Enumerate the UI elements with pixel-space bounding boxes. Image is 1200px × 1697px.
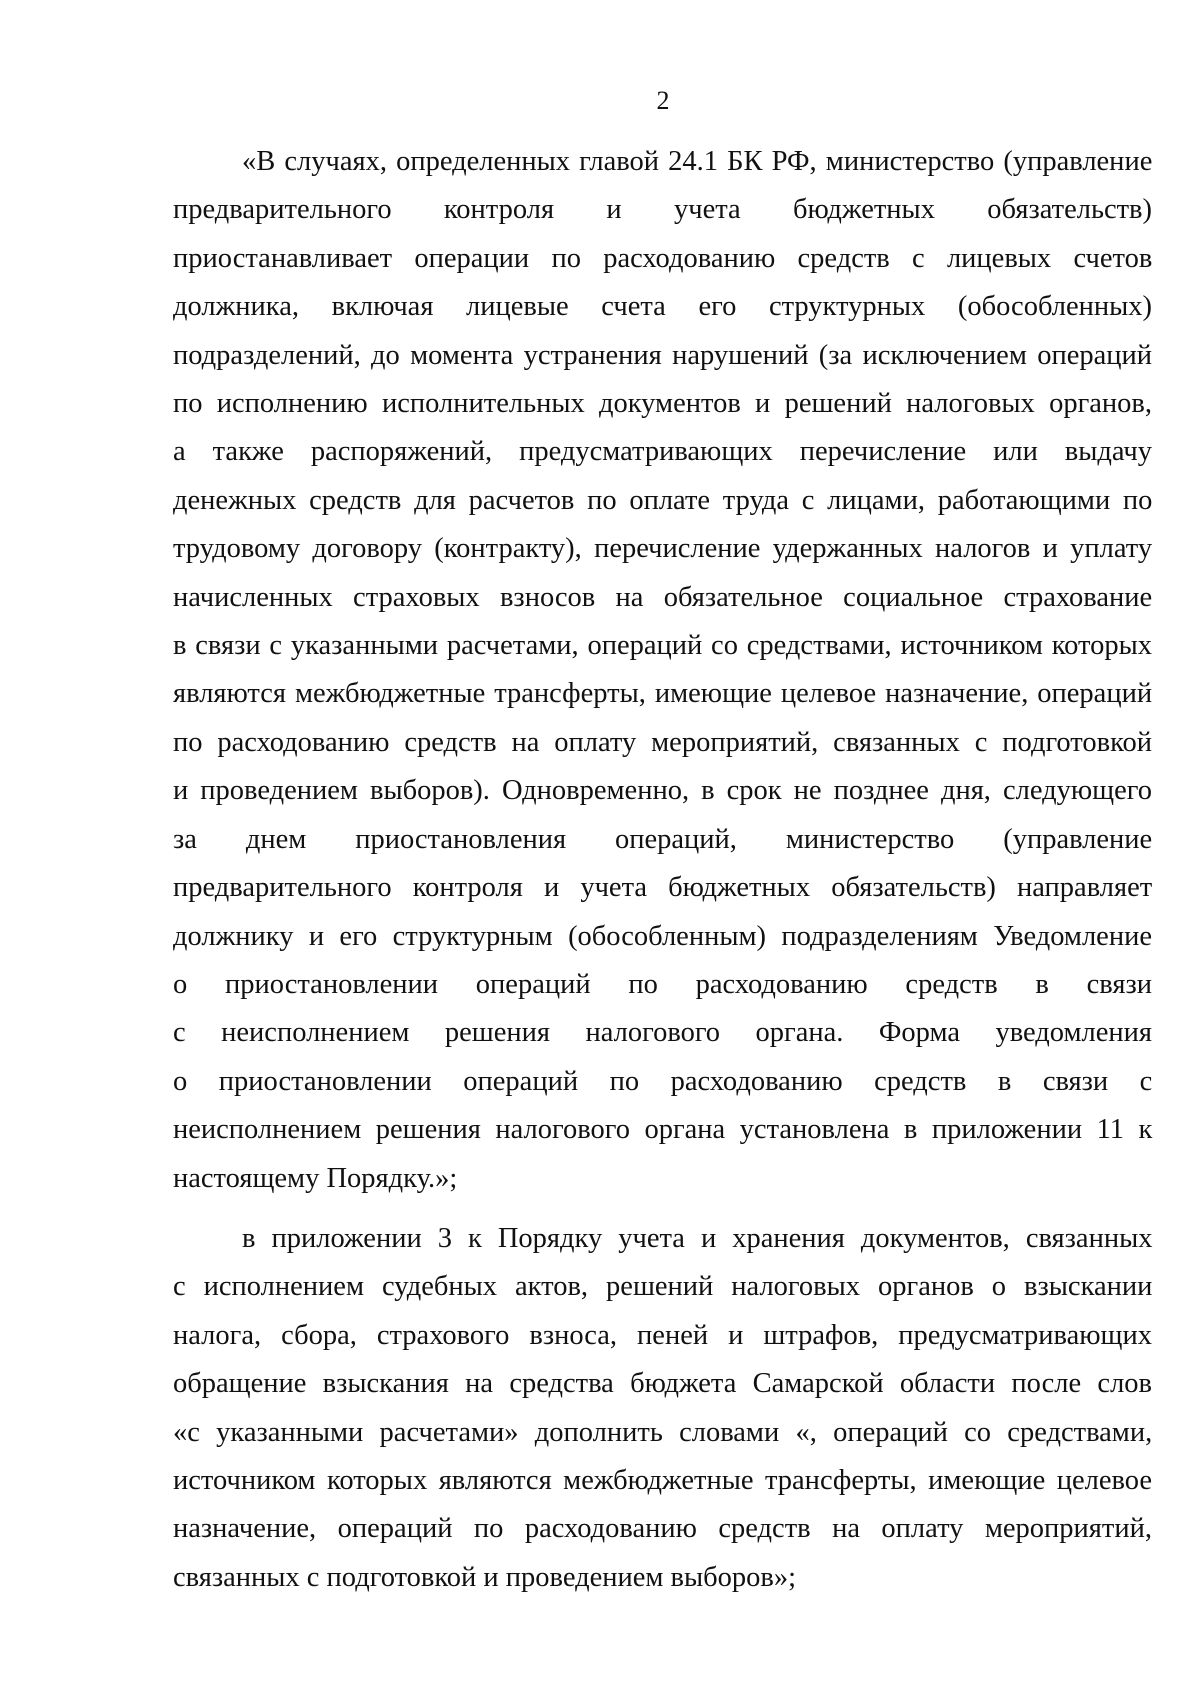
text-line: обращение взыскания на средства бюджета Самарской области после слов <box>173 1368 1152 1400</box>
text-line: а также распоряжений, предусматривающих перечисление или выдачу <box>173 436 1152 468</box>
text-line: настоящему Порядку.»; <box>173 1162 458 1194</box>
text-line: по расходованию средств на оплату мероприятий, связанных с подготовкой <box>173 726 1152 758</box>
text-line: начисленных страховых взносов на обязательное социальное страхование <box>173 581 1153 613</box>
text-line: назначение, операций по расходованию средств на оплату мероприятий, <box>173 1513 1152 1545</box>
text-line: предварительного контроля и учета бюджетных обязательств) направляет <box>173 872 1153 904</box>
text-line: являются межбюджетные трансферты, имеющие целевое назначение, операций <box>173 678 1153 710</box>
text-line: денежных средств для расчетов по оплате труда с лицами, работающими по <box>173 484 1153 516</box>
text-line: о приостановлении операций по расходованию средств в связи <box>173 968 1152 1000</box>
text-line: с исполнением судебных актов, решений налоговых органов о взыскании <box>173 1271 1153 1303</box>
text-line: по исполнению исполнительных документов и решений налоговых органов, <box>173 388 1152 420</box>
text-line: связанных с подготовкой и проведением выборов»; <box>173 1561 797 1593</box>
text-line: трудовому договору (контракту), перечисление удержанных налогов и уплату <box>173 533 1153 565</box>
text-line: источником которых являются межбюджетные трансферты, имеющие целевое <box>173 1464 1152 1496</box>
text-line: должника, включая лицевые счета его структурных (обособленных) <box>173 291 1153 323</box>
text-line: «В случаях, определенных главой 24.1 БК РФ, министерство (управление <box>242 146 1153 177</box>
document-body <box>173 138 1152 1602</box>
text-line: в связи с указанными расчетами, операций со средствами, источником которых <box>173 630 1152 662</box>
text-line: о приостановлении операций по расходованию средств в связи с <box>173 1065 1153 1097</box>
text-line: предварительного контроля и учета бюджетных обязательств) <box>173 194 1152 226</box>
text-line: «с указанными расчетами» дополнить словами «, операций со средствами, <box>173 1416 1153 1448</box>
text-line: должнику и его структурным (обособленным) подразделениям Уведомление <box>173 920 1152 952</box>
paragraph-1 <box>173 138 1152 1203</box>
paragraph-gap <box>173 1203 1152 1215</box>
text-line: неисполнением решения налогового органа установлена в приложении 11 к <box>173 1114 1153 1146</box>
text-line: и проведением выборов). Одновременно, в срок не позднее дня, следующего <box>173 775 1152 807</box>
page-number: 2 <box>656 86 670 115</box>
text-line: подразделений, до момента устранения нарушений (за исключением операций <box>173 339 1152 371</box>
text-line: за днем приостановления операций, министерство (управление <box>173 823 1153 855</box>
text-line: с неисполнением решения налогового органа. Форма уведомления <box>173 1017 1152 1049</box>
text-line: налога, сбора, страхового взноса, пеней и штрафов, предусматривающих <box>173 1319 1152 1351</box>
text-line: в приложении 3 к Порядку учета и хранения документов, связанных <box>242 1222 1153 1254</box>
text-line: приостанавливает операции по расходованию средств с лицевых счетов <box>173 242 1153 274</box>
paragraph-2 <box>173 1215 1152 1602</box>
